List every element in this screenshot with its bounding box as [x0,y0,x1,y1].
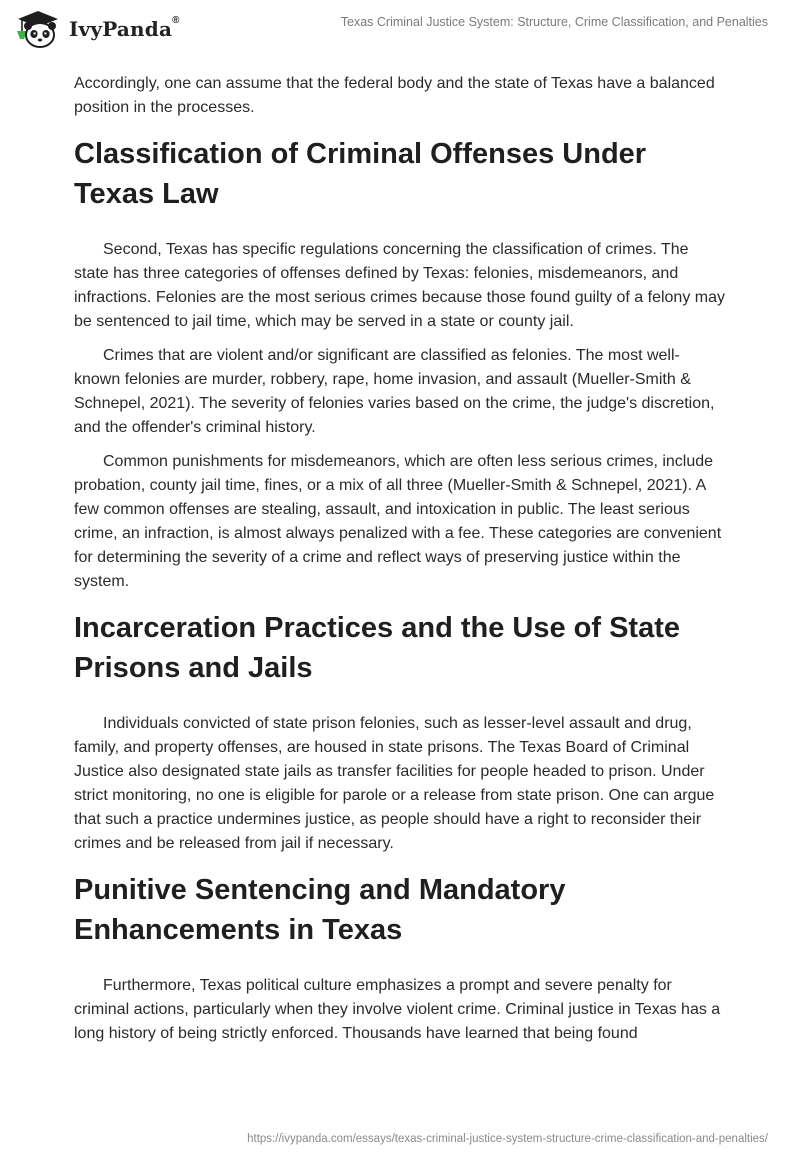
ivypanda-logo[interactable] [14,9,180,49]
document-title: Texas Criminal Justice System: Structure, Crime Classification, and Penalties [340,15,768,29]
paragraph: Second, Texas has specific regulations concerning the classification of crimes. The state has three categories of offenses defined by Texas: felonies, misdemeanors, and infractions. Felonies are the most serious crimes because those found guilty of a felony may be sentenced to jail time, which may be served in a state or county jail. [74,241,725,330]
panda-graduate-icon [14,9,62,49]
paragraph: Individuals convicted of state prison felonies, such as lesser-level assault and drug, family, and property offenses, are housed in state prisons. The Texas Board of Criminal Justice also designated state jails as transfer facilities for people headed to prison. Under strict monitoring, no one is eligible for parole or a release from state prison. One can argue that such a practice undermines justice, as people should have a right to reconsider their crimes and be released from jail if necessary. [74,715,715,852]
paragraph: Crimes that are violent and/or significant are classified as felonies. The most well-known felonies are murder, robbery, rape, home invasion, and assault (Mueller-Smith & Schnepel, 2021). The severity of felonies varies based on the crime, the judge's discretion, and the offender's criminal history. [74,347,715,436]
page-header [0,0,800,60]
paragraph: Furthermore, Texas political culture emphasizes a prompt and severe penalty for criminal actions, particularly when they involve violent crime. Criminal justice in Texas has a long history of being strictly enforced. Thousands have learned that being found [74,977,721,1042]
intro-paragraph: Accordingly, one can assume that the federal body and the state of Texas have a balanced position in the processes. [74,75,715,116]
section-heading-classification: Classification of Criminal Offenses Under Texas Law [74,138,647,210]
source-url[interactable]: https://ivypanda.com/essays/texas-criminal-justice-system-structure-crime-classification-and-penalties/ [247,1133,768,1145]
logo-wordmark: IvyPanda® [69,15,180,41]
section-heading-incarceration: Incarceration Practices and the Use of State Prisons and Jails [74,612,680,684]
paragraph: Common punishments for misdemeanors, which are often less serious crimes, include probation, county jail time, fines, or a mix of all three (Mueller-Smith & Schnepel, 2021). A few common offenses are stealing, assault, and intoxication in public. The least serious crime, an infraction, is almost always penalized with a fee. These categories are convenient for determining the severity of a crime and reflect ways of preserving justice within the system. [74,453,722,590]
section-heading-sentencing: Punitive Sentencing and Mandatory Enhancements in Texas [74,874,566,946]
essay-body [74,72,726,1056]
